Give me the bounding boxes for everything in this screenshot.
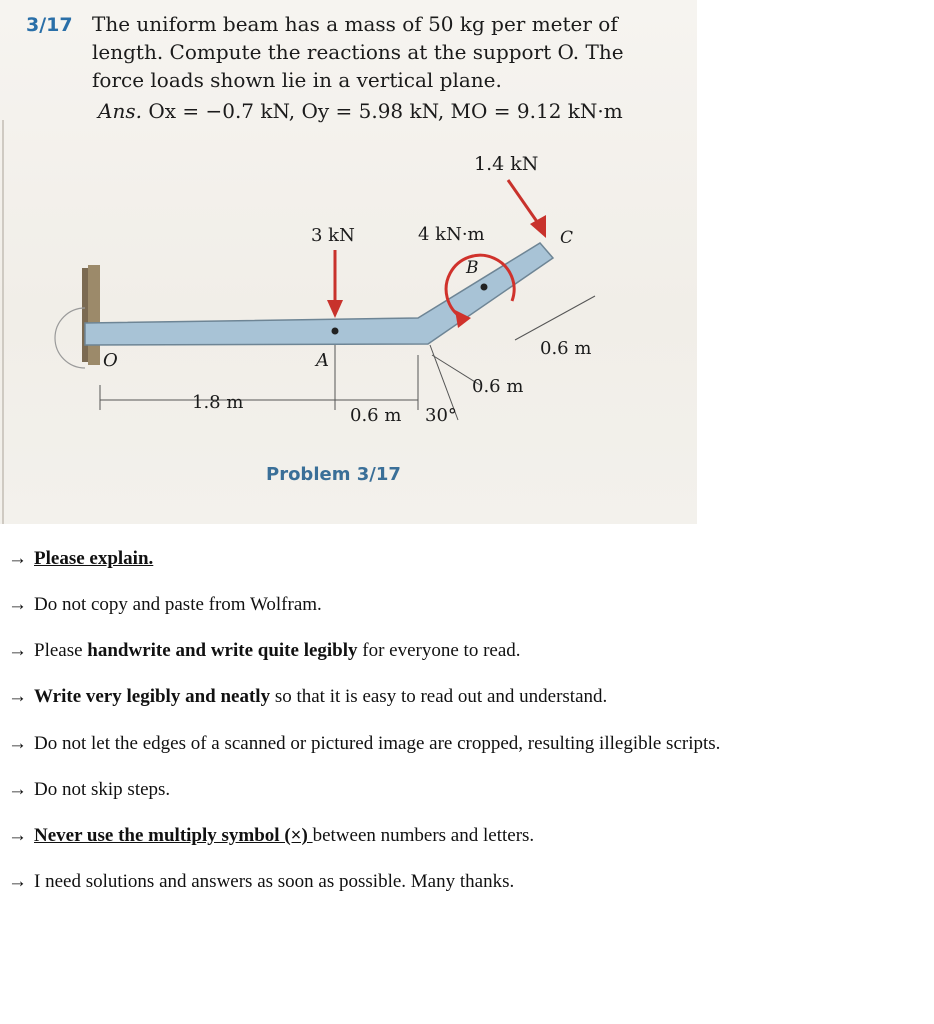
label-dim-b-c: 0.6 m (540, 338, 592, 359)
label-point-o: O (103, 350, 118, 371)
arrow-icon: → (8, 871, 27, 892)
arrow-icon: → (8, 779, 27, 800)
beam (85, 243, 553, 345)
instruction-1: → Please explain. (8, 548, 154, 569)
problem-answer (98, 99, 623, 123)
arrow-icon: → (8, 686, 27, 707)
label-moment-b: 4 kN·m (418, 224, 485, 245)
answer-values: Ox = −0.7 kN, Oy = 5.98 kN, MO = 9.12 kN·m (148, 99, 623, 123)
problem-statement: The uniform beam has a mass of 50 kg per meter of length. Compute the reactions at the support O. The force loads shown lie in a vertical plane. (92, 12, 624, 92)
instruction-4: → Write very legibly and neatly so that it is easy to read out and understand. (8, 686, 608, 707)
label-dim-oa: 1.8 m (192, 392, 244, 413)
point-b-marker (481, 284, 488, 291)
label-dim-a-bend: 0.6 m (350, 405, 402, 426)
support-circle (55, 308, 85, 368)
label-point-c: C (560, 228, 574, 248)
force-a-arrowhead (327, 300, 343, 318)
label-force-c: 1.4 kN (474, 153, 539, 175)
instruction-3: → Please handwrite and write quite legibly for everyone to read. (8, 640, 521, 661)
instruction-5: → Do not let the edges of a scanned or pictured image are cropped, resulting illegible scripts. (8, 733, 721, 754)
label-dim-angle: 30° (425, 405, 457, 426)
arrow-icon: → (8, 733, 27, 754)
instruction-6: → Do not skip steps. (8, 779, 171, 800)
instruction-2: → Do not copy and paste from Wolfram. (8, 594, 322, 615)
arrow-icon: → (8, 640, 27, 661)
arrow-icon: → (8, 825, 27, 846)
label-point-a: A (316, 350, 329, 371)
instruction-7: → Never use the multiply symbol (×) between numbers and letters. (8, 825, 535, 846)
arrow-icon: → (8, 594, 27, 615)
label-dim-bend-b: 0.6 m (472, 376, 524, 397)
label-point-b: B (466, 258, 479, 278)
figure-caption: Problem 3/17 (266, 464, 401, 485)
wall-support (88, 265, 100, 365)
beam-figure (0, 140, 697, 524)
problem-number: 3/17 (26, 14, 73, 36)
arrow-icon: → (8, 548, 27, 569)
force-c-arrowhead (530, 215, 546, 238)
dim-line-b-c (515, 296, 595, 340)
point-a-marker (332, 328, 339, 335)
instruction-8: → I need solutions and answers as soon as possible. Many thanks. (8, 871, 515, 892)
label-force-a: 3 kN (311, 225, 355, 246)
force-c-line (508, 180, 540, 226)
answer-prefix: Ans. (98, 99, 142, 123)
